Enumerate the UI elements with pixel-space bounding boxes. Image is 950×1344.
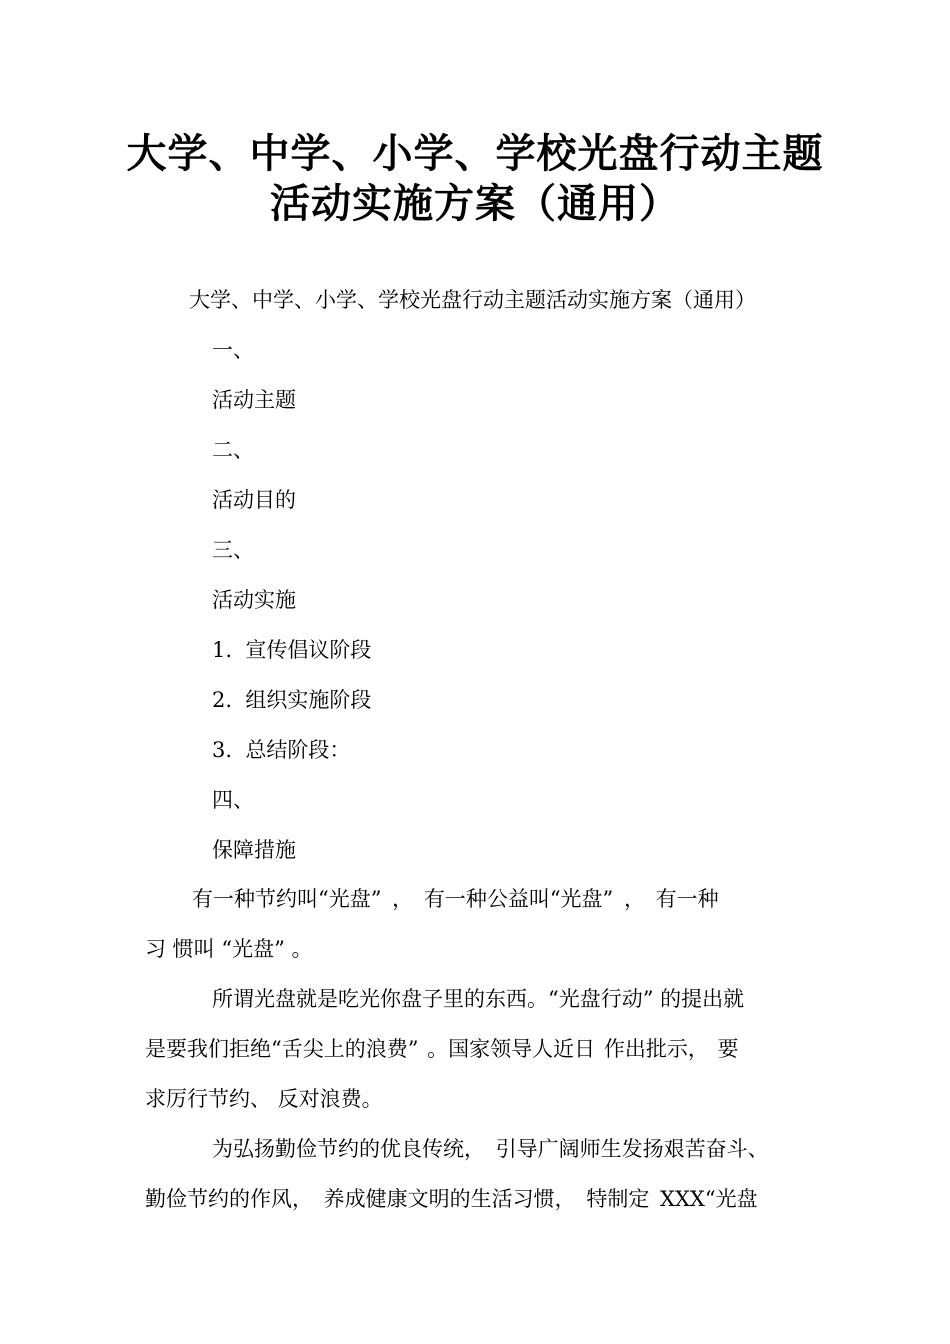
outline-item: 保障措施 xyxy=(212,838,296,862)
paragraph-line: 习 惯叫 “光盘” 。 xyxy=(145,937,313,961)
paragraph-line: 所谓光盘就是吃光你盘子里的东西。“光盘行动” 的提出就 xyxy=(212,987,745,1011)
paragraph-line: 有一种节约叫“光盘” ， 有一种公益叫“光盘” ， 有一种 xyxy=(192,887,719,911)
document-title-line-2: 活动实施方案（通用） xyxy=(270,181,680,227)
paragraph-line: 为弘扬勤俭节约的优良传统， 引导广阔师生发扬艰苦奋斗、 xyxy=(212,1137,769,1161)
outline-item: 活动主题 xyxy=(212,388,296,412)
document-title-line-1: 大学、中学、小学、学校光盘行动主题 xyxy=(126,131,824,177)
outline-item: 活动目的 xyxy=(212,488,296,512)
paragraph-line: 求厉行节约、 反对浪费。 xyxy=(145,1087,383,1111)
outline-item: 2. 组织实施阶段 xyxy=(212,688,372,712)
outline-item: 3. 总结阶段： xyxy=(212,738,351,762)
outline-item: 1. 宣传倡议阶段 xyxy=(212,638,372,662)
paragraph-line: 是要我们拒绝“舌尖上的浪费” 。国家领导人近日 作出批示， 要 xyxy=(145,1037,739,1061)
outline-item: 四、 xyxy=(212,788,254,812)
outline-item: 活动实施 xyxy=(212,588,296,612)
outline-item: 二、 xyxy=(212,438,254,462)
paragraph-line: 勤俭节约的作风， 养成健康文明的生活习惯， 特制定 XXX“光盘 xyxy=(145,1187,758,1211)
document-subtitle: 大学、中学、小学、学校光盘行动主题活动实施方案（通用） xyxy=(189,288,756,312)
outline-item: 三、 xyxy=(212,538,254,562)
outline-item: 一、 xyxy=(212,338,254,362)
